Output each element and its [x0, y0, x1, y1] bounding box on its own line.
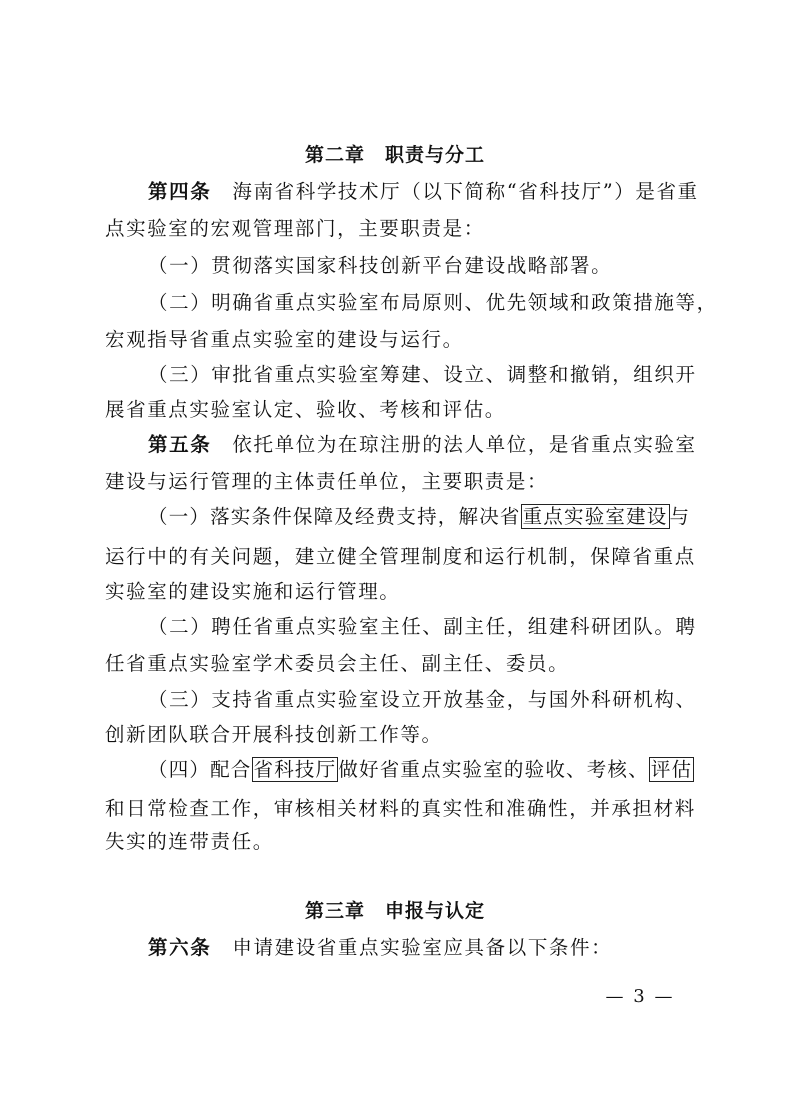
article-5-item-1-line-2: 运行中的有关问题，建立健全管理制度和运行机制，保障省重点 — [105, 545, 696, 568]
article-4-line-1 — [148, 172, 699, 212]
article-5-item-4-line-2: 和日常检查工作，审核相关材料的真实性和准确性，并承担材料 — [105, 797, 696, 820]
article-6-text: 申请建设省重点实验室应具备以下条件： — [232, 936, 613, 959]
chapter-2-heading: 第二章 职责与分工 — [304, 144, 485, 166]
highlight-box-evaluation: 评估 — [650, 758, 693, 781]
article-4-text: 海南省科学技术厅（以下简称“省科技厅”）是省重 — [232, 180, 699, 203]
article-5-item-3-line-2: 创新团队联合开展科技创新工作等。 — [105, 723, 443, 746]
article-4-item-2-line-1: （二）明确省重点实验室布局原则、优先领域和政策措施等， — [148, 291, 718, 314]
article-6-line-1 — [148, 928, 695, 968]
article-6-label: 第六条 — [148, 936, 212, 959]
article-5-label: 第五条 — [148, 433, 212, 456]
article-5-item-1-line-3: 实验室的建设实施和运行管理。 — [105, 580, 401, 603]
article-4-item-2-line-2: 宏观指导省重点实验室的建设与运行。 — [105, 328, 464, 351]
article-5-text: 依托单位为在琼注册的法人单位，是省重点实验室 — [232, 433, 697, 456]
article-5-item-1-pre: （一）落实条件保障及经费支持，解决省 — [148, 505, 521, 528]
article-4-item-3-line-1: （三）审批省重点实验室筹建、设立、调整和撤销，组织开 — [148, 363, 697, 386]
article-5-line-2: 建设与运行管理的主体责任单位，主要职责是： — [105, 470, 549, 493]
highlight-box-provincial-sci-tech-dept: 省科技厅 — [253, 758, 337, 781]
chapter-3-heading: 第三章 申报与认定 — [304, 900, 485, 922]
article-5-item-4-line-1 — [148, 750, 695, 790]
article-5-item-1-post: 与 — [669, 505, 691, 528]
article-5-item-3-line-1: （三）支持省重点实验室设立开放基金，与国外科研机构、 — [148, 688, 697, 711]
page-number: — 3 — — [605, 986, 675, 1007]
article-4-item-3-line-2: 展省重点实验室认定、验收、考核和评估。 — [105, 398, 506, 421]
highlight-box-key-lab-construction: 重点实验室建设 — [522, 505, 668, 528]
article-4-line-2: 点实验室的宏观管理部门，主要职责是： — [105, 217, 485, 240]
article-5-item-4-mid: 做好省重点实验室的验收、考核、 — [338, 758, 649, 781]
article-5-item-1-line-1 — [148, 497, 695, 537]
article-4-item-1: （一）贯彻落实国家科技创新平台建设战略部署。 — [148, 254, 613, 277]
article-5-item-2-line-2: 任省重点实验室学术委员会主任、副主任、委员。 — [105, 652, 570, 675]
article-5-item-4-line-3: 失实的连带责任。 — [105, 830, 274, 853]
article-5-item-4-pre: （四）配合 — [148, 758, 252, 781]
article-4-label: 第四条 — [148, 180, 212, 203]
article-5-line-1 — [148, 425, 695, 465]
article-5-item-2-line-1: （二）聘任省重点实验室主任、副主任，组建科研团队。聘 — [148, 615, 697, 638]
